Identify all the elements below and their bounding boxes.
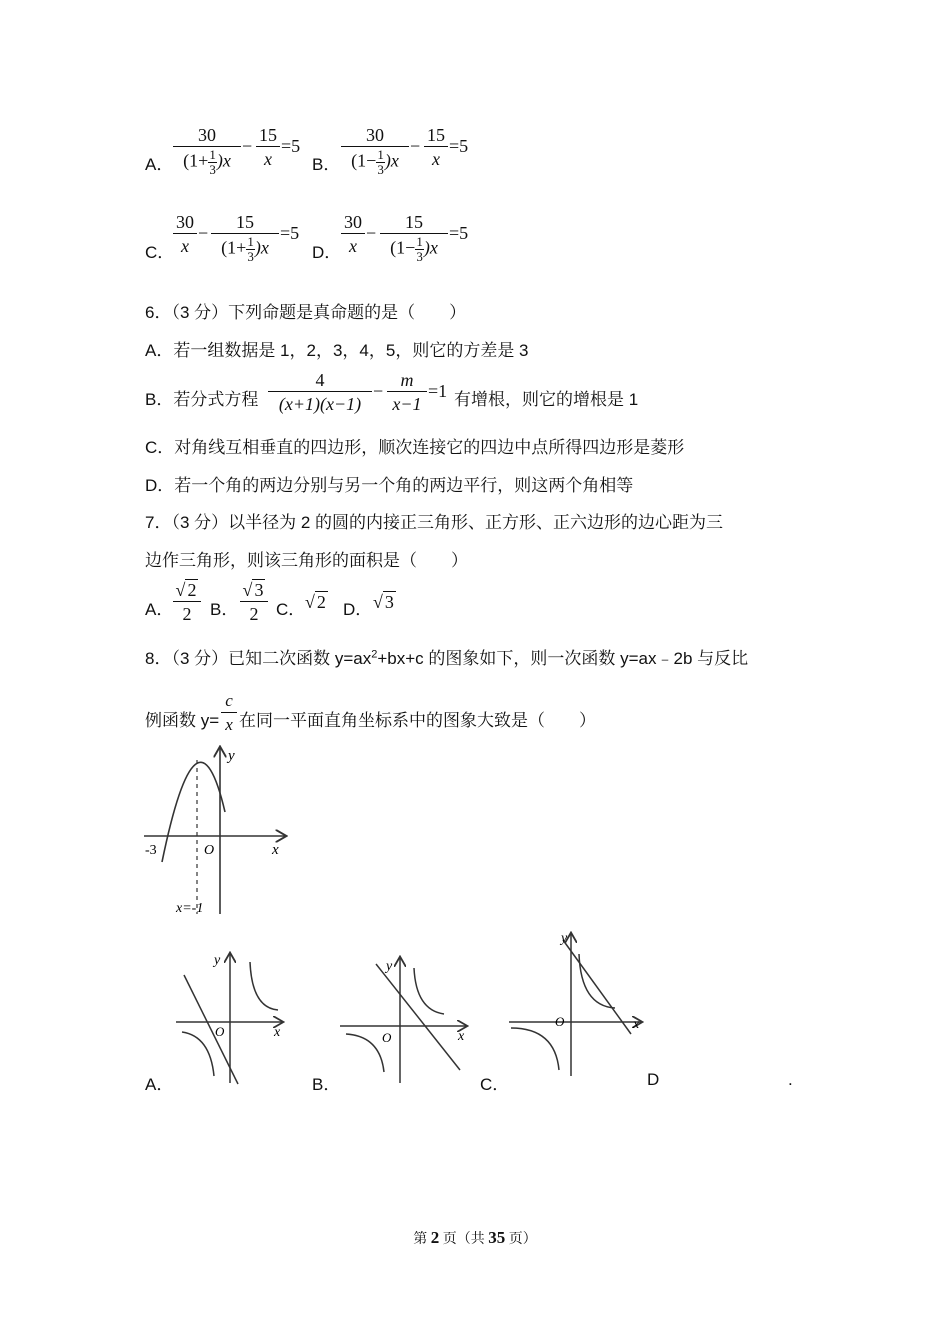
q6-b-fraction2: $\frac{m}{x-1}$: [387, 370, 427, 415]
hyperbola-branch: [579, 954, 615, 1008]
q7-d-value: √ 3: [373, 592, 394, 612]
svg-text:x: x: [633, 1017, 640, 1032]
q8-option-a-label: A．: [145, 1075, 174, 1094]
q7-stem-line1: 7．（3 分）以半径为 2 的圆的内接正三角形、正方形、正六边形的边心距为三: [145, 513, 724, 532]
q6-b-text-post: 有增根，则它的增根是 1: [454, 390, 639, 409]
svg-text:y: y: [561, 931, 568, 946]
q6-b-fraction1: $\frac{4}{(x+1)(x-1)}$: [268, 370, 372, 415]
q5-d-fraction2: 15 (1− $\frac{1}{3}$ )x: [380, 212, 448, 264]
x-label: x: [272, 842, 279, 858]
q8-stem-line1: 8．（3 分）已知二次函数 $y=ax^2+bx+c$ 的图象如下，则一次函数 y=ax﹣2b 与反比: [145, 648, 749, 668]
q7-stem-line2: 边作三角形，则该三角形的面积是（ ）: [145, 551, 468, 570]
q5-c-label: C．: [145, 243, 175, 262]
q8-option-d-dot: .: [788, 1070, 793, 1089]
q5-d-fraction1: $\frac{30}{x}$: [341, 212, 365, 257]
q6-b-minus: −: [373, 381, 384, 401]
hyperbola-branch: [414, 968, 444, 1014]
parabola-curve: [162, 762, 225, 862]
q5-d-minus: −: [366, 223, 377, 243]
hyperbola-branch: [182, 1032, 214, 1076]
page-footer: 第 2 页（共 35 页）: [413, 1228, 537, 1247]
q8-graph-c: [507, 928, 647, 1078]
q8-graph-a: [172, 950, 287, 1085]
q5-a-minus: −: [242, 136, 253, 156]
hyperbola-branch: [250, 962, 278, 1010]
q5-a-rhs: =5: [281, 136, 301, 156]
q6-option-a: A．若一组数据是 1，2，3，4，5，则它的方差是 3: [145, 341, 529, 360]
q5-d-rhs: =5: [449, 223, 469, 243]
hyperbola-branch: [346, 1034, 384, 1072]
q7-c-label: C．: [276, 600, 306, 619]
svg-text:x: x: [458, 1029, 465, 1044]
footer-page-number: 2: [430, 1228, 440, 1247]
q8-option-b-label: B．: [312, 1075, 341, 1094]
q6-b-text-pre: B．若分式方程: [145, 390, 259, 409]
q8-graph-b: [338, 950, 473, 1085]
q5-b-minus: −: [410, 136, 421, 156]
q5-b-fraction2: $\frac{15}{x}$: [424, 125, 448, 170]
q7-b-label: B．: [210, 600, 239, 619]
symmetry-label: x=-1: [176, 901, 204, 916]
footer-total-pages: 35: [488, 1228, 506, 1247]
q5-a-label: A．: [145, 155, 174, 174]
q5-d-label: D．: [312, 243, 342, 262]
q8-stem-fraction: $\frac{c}{x}$: [221, 691, 237, 736]
svg-text:x: x: [274, 1025, 281, 1040]
linear-function-line: [376, 964, 460, 1070]
q7-a-label: A．: [145, 600, 174, 619]
q5-b-fraction1: 30 (1− $\frac{1}{3}$ )x: [341, 125, 409, 177]
q5-c-minus: −: [198, 223, 209, 243]
svg-text:y: y: [386, 959, 393, 974]
q7-d-label: D．: [343, 600, 373, 619]
q5-c-rhs: =5: [280, 223, 300, 243]
q8-main-graph: [140, 742, 290, 917]
hyperbola-branch: [511, 1028, 559, 1070]
q5-b-rhs: =5: [449, 136, 469, 156]
x-intercept-label: -3: [145, 843, 157, 858]
q8-option-c-label: C．: [480, 1075, 510, 1094]
svg-text:O: O: [382, 1030, 392, 1045]
q8-option-d-label: D: [647, 1070, 660, 1089]
q6-b-eq: =1: [428, 381, 448, 401]
linear-function-line: [563, 940, 631, 1034]
q5-c-fraction1: $\frac{30}{x}$: [173, 212, 197, 257]
q6-option-c: C．对角线互相垂直的四边形，顺次连接它的四边中点所得四边形是菱形: [145, 438, 685, 457]
y-label: y: [228, 748, 235, 764]
svg-text:y: y: [214, 953, 221, 968]
q7-a-value: $\frac{√ 2}{2}$: [173, 580, 201, 625]
origin-label: O: [204, 843, 215, 858]
q5-b-label: B．: [312, 155, 341, 174]
q5-c-fraction2: 15 (1+ $\frac{1}{3}$ )x: [211, 212, 279, 264]
svg-text:O: O: [215, 1024, 225, 1039]
q6-stem: 6．（3 分）下列命题是真命题的是（ ）: [145, 303, 467, 322]
q6-option-d: D．若一个角的两边分别与另一个角的两边平行，则这两个角相等: [145, 476, 634, 495]
q7-b-value: $\frac{√ 3}{2}$: [240, 580, 268, 625]
q5-a-fraction1: 30 (1+ $\frac{1}{3}$ )x: [173, 125, 241, 177]
q7-c-value: √ 2: [305, 592, 326, 612]
q5-a-fraction2: $\frac{15}{x}$: [256, 125, 280, 170]
svg-text:O: O: [555, 1014, 565, 1029]
